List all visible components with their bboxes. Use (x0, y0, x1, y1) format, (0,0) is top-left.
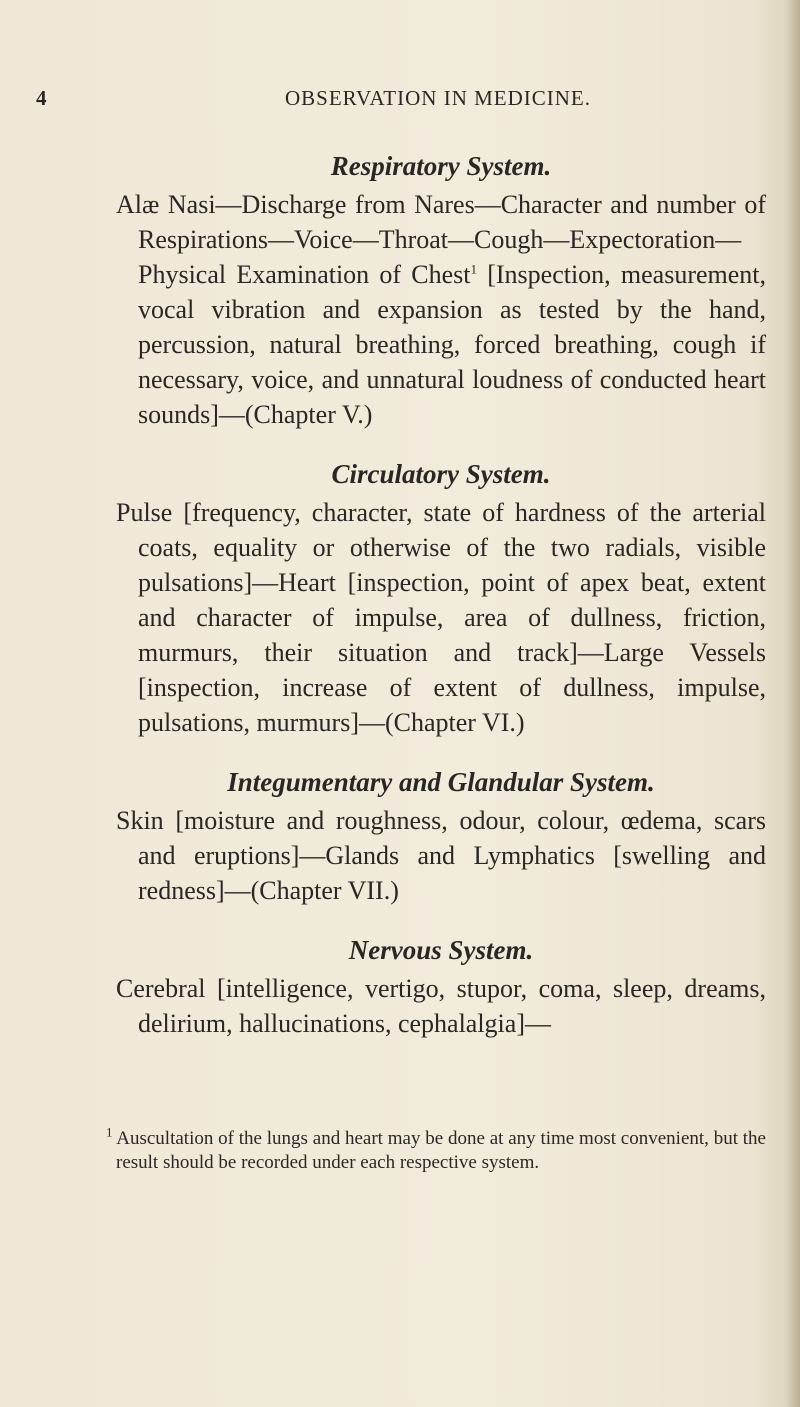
main-text (116, 150, 766, 1041)
section-title-circulatory: Circulatory System. (331, 459, 551, 489)
section-text: Alæ Nasi—Discharge from Nares—Character and number of Respirations—Voice—Throat—Cough—Expectoration—Physical Examination of Chest (116, 190, 766, 289)
page-header (0, 86, 800, 116)
section-body-nervous: Cerebral [intelligence, vertigo, stupor, coma, sleep, dreams, delirium, hallucinations, cephalalgia]— (116, 974, 766, 1038)
page-number: 4 (36, 86, 47, 110)
footnote (106, 1124, 766, 1175)
footnote-text: Auscultation of the lungs and heart may be done at any time most convenient, but the result should be recorded under each respective system. (112, 1128, 766, 1173)
footnote-marker: 1 (106, 1124, 113, 1140)
footnote-reference: 1 (470, 261, 477, 277)
section-text-continued: [Inspection, measurement, vocal vibration and expansion as tested by the hand, percussion, natural breathing, forced breathing, cough if necessary, voice, and unnatural loudness of conducted heart sounds]—(Chapter V.) (138, 260, 767, 429)
section-body-respiratory (116, 187, 766, 432)
section-body-integumentary: Skin [moisture and roughness, odour, colour, œdema, scars and eruptions]—Glands and Lymphatics [swelling and redness]—(Chapter VII.) (116, 806, 766, 905)
page-edge-shadow (786, 0, 800, 1407)
footnotes (106, 1124, 766, 1175)
running-head: OBSERVATION IN MEDICINE. (285, 86, 592, 110)
section-body-circulatory: Pulse [frequency, character, state of hardness of the arterial coats, equality or otherwise of the two radials, visible pulsations]—Heart [inspection, point of apex beat, extent and character of impulse, area of dullness, friction, murmurs, their situation and track]—Large Vessels [inspection, increase of extent of dullness, impulse, pulsations, murmurs]—(Chapter VI.) (116, 498, 766, 737)
section-title-respiratory: Respiratory System. (330, 151, 552, 181)
section-title-integumentary: Integumentary and Glandular System. (227, 767, 655, 797)
section-title-nervous: Nervous System. (348, 935, 534, 965)
